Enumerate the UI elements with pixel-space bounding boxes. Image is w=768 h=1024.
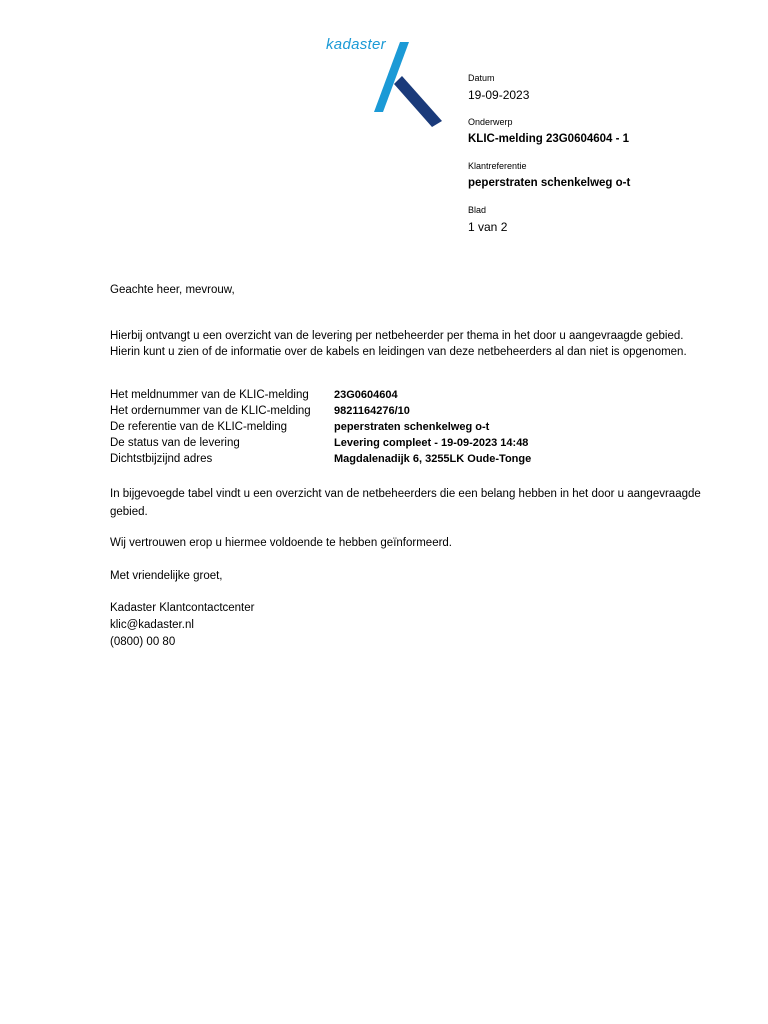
klantreferentie-value: peperstraten schenkelweg o-t xyxy=(468,177,631,189)
detail-value: peperstraten schenkelweg o-t xyxy=(334,421,490,433)
logo-wordmark: kadaster xyxy=(326,36,386,53)
detail-row xyxy=(110,403,531,419)
onderwerp-label: Onderwerp xyxy=(468,117,513,127)
detail-label: De status van de levering xyxy=(110,437,240,449)
klantreferentie-label: Klantreferentie xyxy=(468,161,527,171)
salutation: Geachte heer, mevrouw, xyxy=(110,284,235,296)
signature-block xyxy=(110,600,254,651)
detail-label: Het meldnummer van de KLIC-melding xyxy=(110,389,309,401)
blad-block xyxy=(468,204,748,235)
signature-name: Kadaster Klantcontactcenter xyxy=(110,602,255,614)
closing: Met vriendelijke groet, xyxy=(110,570,223,582)
intro-line-2: Hierin kunt u zien of de informatie over de kabels en leidingen van deze netbeheerders al dan niet is opgenomen. xyxy=(110,346,687,358)
detail-row xyxy=(110,387,531,403)
trust-paragraph: Wij vertrouwen erop u hiermee voldoende te hebben geïnformeerd. xyxy=(110,537,453,549)
detail-value: Levering compleet - 19-09-2023 14:48 xyxy=(334,437,529,449)
detail-row xyxy=(110,419,531,435)
blad-label: Blad xyxy=(468,205,487,215)
intro-line-1: Hierbij ontvangt u een overzicht van de levering per netbeheerder per thema in het door u aangevraagde gebied. xyxy=(110,330,684,342)
datum-label: Datum xyxy=(468,73,495,83)
detail-row xyxy=(110,435,531,451)
kadaster-logo xyxy=(322,36,448,132)
detail-label: De referentie van de KLIC-melding xyxy=(110,421,288,433)
table-paragraph: In bijgevoegde tabel vindt u een overzicht van de netbeheerders die een belang hebben in het door u aangevraagde gebied. xyxy=(110,488,701,518)
detail-value: 9821164276/10 xyxy=(334,405,410,417)
onderwerp-value: KLIC-melding 23G0604604 - 1 xyxy=(468,133,630,145)
detail-label: Het ordernummer van de KLIC-melding xyxy=(110,405,311,417)
detail-value: Magdalenadijk 6, 3255LK Oude-Tonge xyxy=(334,453,532,465)
datum-value: 19-09-2023 xyxy=(468,88,530,102)
signature-email: klic@kadaster.nl xyxy=(110,619,194,631)
detail-row xyxy=(110,451,531,467)
signature-phone: (0800) 00 80 xyxy=(110,636,176,648)
klantreferentie-block xyxy=(468,160,748,191)
blad-value: 1 van 2 xyxy=(468,220,508,234)
onderwerp-block xyxy=(468,116,748,147)
melding-details-table xyxy=(110,387,531,467)
detail-value: 23G0604604 xyxy=(334,389,398,401)
detail-label: Dichtstbijzijnd adres xyxy=(110,453,213,465)
datum-block xyxy=(468,72,748,103)
logo-dark-stroke xyxy=(394,76,442,127)
